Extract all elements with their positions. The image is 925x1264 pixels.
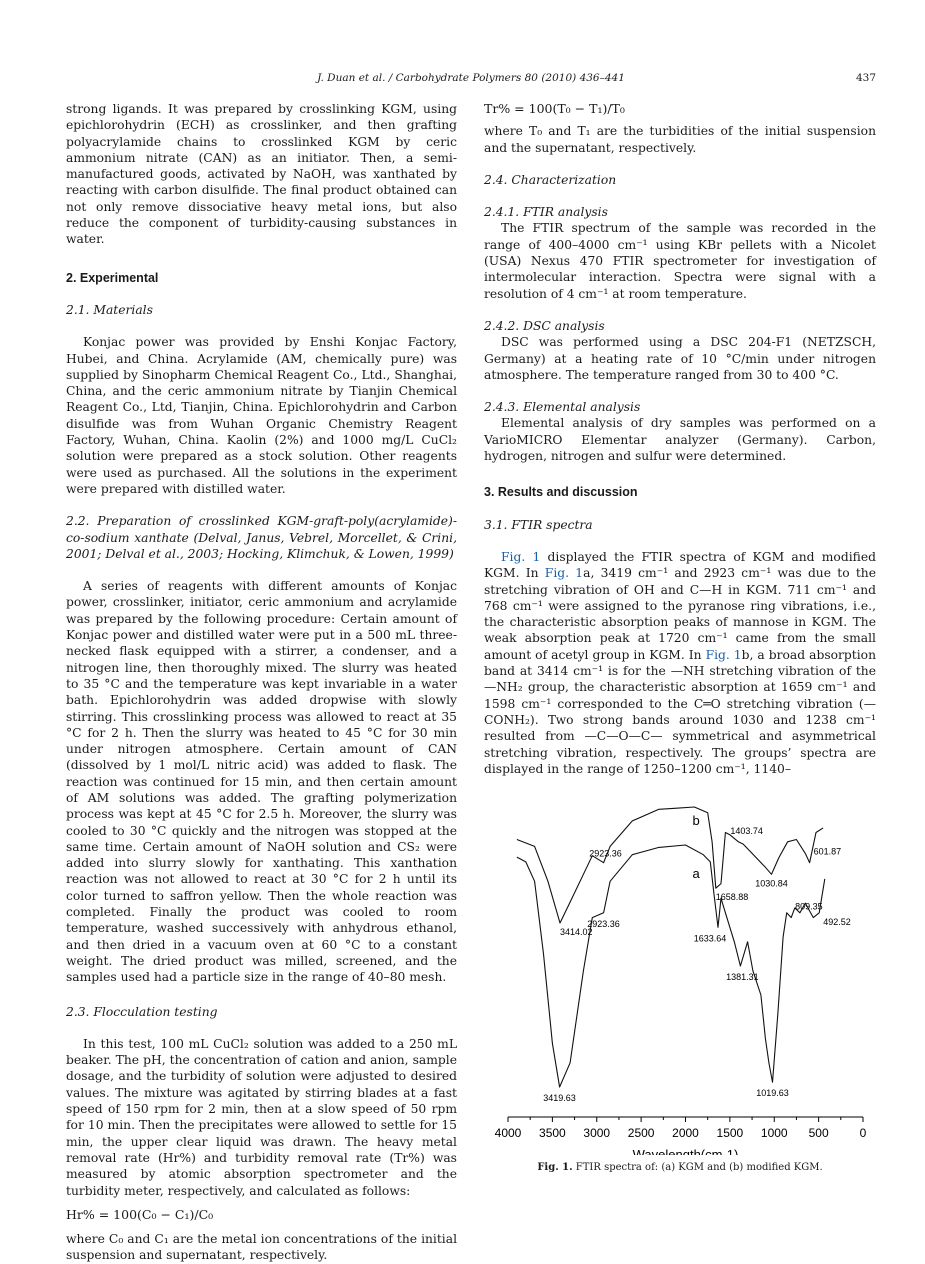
journal-citation: J. Duan et al. / Carbohydrate Polymers 80 (2010) 436–441 <box>317 72 625 84</box>
right-column <box>484 101 876 777</box>
dsc-analysis-paragraph: DSC was performed using a DSC 204-F1 (NETZSCH, Germany) at a heating rate of 10 °C/min under nitrogen atmosphere. The temperature ranged from 30 to 400 °C. <box>484 335 876 382</box>
page-number: 437 <box>855 72 876 84</box>
peak-label: 1403.74 <box>730 825 763 836</box>
x-axis-label: Wavelength(cm-1) <box>632 1147 739 1155</box>
subsection-heading-ftir-analysis: 2.4.1. FTIR analysis <box>484 205 608 220</box>
materials-paragraph: Konjac power was provided by Enshi Konjac Factory, Hubei, and China. Acrylamide (AM, chemically pure) was supplied by Sinopharm Chemical Reagent Co., Ltd., Shanghai, China, and the ceric ammonium nitrate by Tianjin Chemical Reagent Co., Ltd, Tianjin, China. Epichlorohydrin and Carbon disulfide was from Wuhan Organic Chemistry Reagent Factory, Wuhan, China. Kaolin (2%) and 1000 mg/L CuCl₂ solution were prepared as a stock solution. Other reagents were used as purchased. All the solutions in the experiment were prepared with distilled water. <box>66 335 457 496</box>
peak-label: 2923.36 <box>587 918 620 929</box>
peak-label: 2923.36 <box>589 848 622 859</box>
section-heading-experimental: 2. Experimental <box>66 270 159 285</box>
running-header <box>66 72 876 88</box>
flocculation-paragraph: In this test, 100 mL CuCl₂ solution was added to a 250 mL beaker. The pH, the concentration of cation and anion, sample dosage, and the turbidity of solution were adjusted to desired values. The mixture was agitated by stirring blades at a fast speed of 150 rpm for 2 min, then at a slow speed of 50 rpm for 10 min. Then the precipitates were allowed to settle for 15 min, the upper clear liquid was drawn. The heavy metal removal rate (Hr%) and turbidity removal rate (Tr%) was measured by atomic absorption spectrometer and the turbidity meter, respectively, and calculated as follows: <box>66 1036 457 1198</box>
subsection-heading-characterization: 2.4. Characterization <box>484 172 617 187</box>
x-tick-label: 4000 <box>494 1126 522 1140</box>
x-tick-label: 0 <box>859 1126 867 1140</box>
left-column <box>66 101 457 1264</box>
subsection-heading-ftir-spectra: 3.1. FTIR spectra <box>484 517 593 532</box>
series-label-a: a <box>692 866 700 881</box>
x-tick-label: 3000 <box>583 1126 611 1140</box>
peak-label: 1019.63 <box>756 1088 789 1099</box>
ftir-spectra-paragraph: Fig. 1 displayed the FTIR spectra of KGM and modified KGM. In Fig. 1a, 3419 cm⁻¹ and 2923 cm⁻¹ was due to the stretching vibration of OH and C—H in KGM. 711 cm⁻¹ and 768 cm⁻¹ were assigned to the pyranose ring vibrations, i.e., the characteristic absorption peaks of mannose in KGM. The weak absorption peak at 1720 cm⁻¹ came from the small amount of acetyl group in KGM. In Fig. 1b, a broad absorption band at 3414 cm⁻¹ is for the —NH stretching vibration of the —NH₂ group, the characteristic absorption at 1659 cm⁻¹ and 1598 cm⁻¹ corresponded to the C═O stretching vibration (—CONH₂). Two strong bands around 1030 and 1238 cm⁻¹ resulted from —C—O—C— symmetrical and asymmetrical stretching vibration, respectively. The groups’ spectra are displayed in the range of 1250–1200 cm⁻¹, 1140– <box>484 549 876 776</box>
spectrum-line-b <box>517 807 823 923</box>
equation-hr-explanation: where C₀ and C₁ are the metal ion concentrations of the initial suspension and supernatant, respectively. <box>66 1232 457 1263</box>
peak-label: 3419.63 <box>543 1093 576 1103</box>
intro-paragraph: strong ligands. It was prepared by crosslinking KGM, using epichlorohydrin (ECH) as crosslinker, and then grafting polyacrylamide chains to crosslinked KGM by ceric ammonium nitrate (CAN) as an initiator. Then, a semi-manufactured goods, activated by NaOH, was xanthated by reacting with carbon disulfide. The final product obtained can not only remove dissociative heavy metal ions, but also reduce the component of turbidity-causing substances in water. <box>66 102 457 247</box>
peak-label: 1633.64 <box>693 933 727 944</box>
figure-link[interactable]: Fig. 1 <box>705 647 742 662</box>
series-label-b: b <box>692 813 700 828</box>
subsection-heading-preparation: 2.2. Preparation of crosslinked KGM-graft-poly(acrylamide)-co-sodium xanthate (Delval, Janus, Vebrel, Morcellet, & Crini, 2001; Delval et al., 2003; Hocking, Klimchuk, & Lowen, 1999) <box>66 514 457 561</box>
caption-label: Fig. 1. <box>537 1162 573 1173</box>
subsection-heading-dsc-analysis: 2.4.2. DSC analysis <box>484 318 605 333</box>
peak-label: 492.52 <box>823 916 851 927</box>
ftir-analysis-paragraph: The FTIR spectrum of the sample was recorded in the range of 400–4000 cm⁻¹ using KBr pellets with a Nicolet (USA) Nexus 470 FTIR spectrometer for investigation of intermolecular interaction. Spectra were signal with a resolution of 4 cm⁻¹ at room temperature. <box>484 221 876 301</box>
x-tick-label: 500 <box>808 1126 829 1140</box>
subsection-heading-elemental-analysis: 2.4.3. Elemental analysis <box>484 400 641 415</box>
x-tick-label: 3500 <box>539 1126 566 1140</box>
subsection-heading-materials: 2.1. Materials <box>66 302 153 317</box>
equation-tr: Tr% = 100(T₀ − T₁)/T₀ <box>484 101 625 116</box>
peak-label: 601.87 <box>813 846 842 857</box>
figure-link[interactable]: Fig. 1 <box>544 566 584 581</box>
peak-label: 1381.31 <box>726 972 759 982</box>
subsection-heading-flocculation: 2.3. Flocculation testing <box>66 1004 218 1019</box>
peak-label: 3414.02 <box>560 927 593 937</box>
ftir-figure <box>490 795 876 1155</box>
x-tick-label: 1000 <box>760 1126 788 1140</box>
ftir-chart <box>490 795 876 1155</box>
caption-text: FTIR spectra of: (a) KGM and (b) modified KGM. <box>572 1162 823 1173</box>
elemental-analysis-paragraph: Elemental analysis of dry samples was performed on a VarioMICRO Elementar analyzer (Germany). Carbon, hydrogen, nitrogen and sulfur were determined. <box>484 416 876 464</box>
x-tick-label: 2000 <box>672 1126 699 1140</box>
peak-label: 809.35 <box>795 901 823 912</box>
preparation-paragraph: A series of reagents with different amounts of Konjac power, crosslinker, initiator, ceric ammonium and acrylamide was prepared by the following procedure: Certain amount of Konjac power and distilled water were put in a 500 mL three-necked flask equipped with a stirrer, a condenser, and a nitrogen line, then thoroughly mixed. The slurry was heated to 35 °C and the temperature was kept invariable in a water bath. Epichlorohydrin was added dropwise with slowly stirring. This crosslinking process was allowed to react at 35 °C for 2 h. Then the slurry was heated to 45 °C for 30 min under nitrogen atmosphere. Certain amount of CAN (dissolved by 1 mol/L nitric acid) was added to flask. The reaction was continued for 15 min, and then certain amount of AM solutions was added. The grafting polymerization process was kept at 45 °C for 2.5 h. Moreover, the slurry was cooled to 30 °C quickly and the nitrogen was stopped at the same time. Certain amount of NaOH solution and CS₂ were added into slurry slowly for xanthating. This xanthation reaction was not allowed to react at 30 °C for 2 h until its color turned to saffron yellow. Then the whole reaction was completed. Finally the product was cooled to room temperature, washed successively with anhydrous ethanol, and then dried in a vacuum oven at 60 °C to a constant weight. The dried product was milled, screened, and the samples used had a particle size in the range of 40–80 mesh. <box>66 579 457 985</box>
figure-caption <box>484 1162 876 1173</box>
x-tick-label: 2500 <box>627 1126 655 1140</box>
equation-hr: Hr% = 100(C₀ − C₁)/C₀ <box>66 1206 214 1222</box>
equation-tr-explanation: where T₀ and T₁ are the turbidities of the initial suspension and the supernatant, respectively. <box>484 124 876 155</box>
x-tick-label: 1500 <box>716 1126 744 1140</box>
peak-label: 1030.84 <box>755 878 788 889</box>
peak-label: 1658.88 <box>715 892 749 903</box>
figure-link[interactable]: Fig. 1 <box>501 549 541 564</box>
section-heading-results: 3. Results and discussion <box>484 485 638 500</box>
